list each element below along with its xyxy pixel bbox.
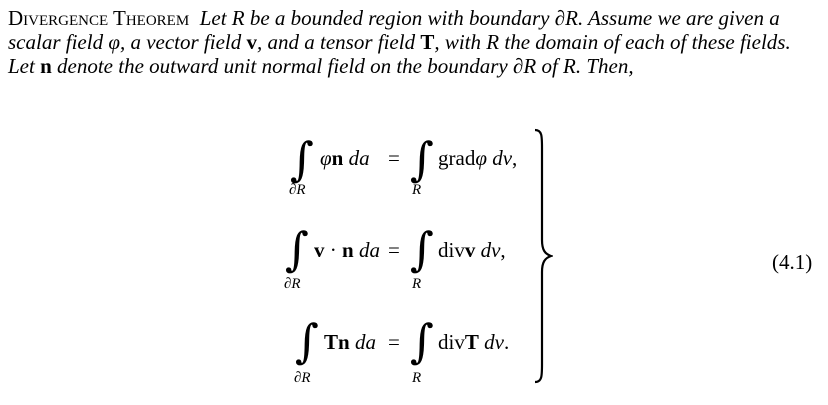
rhs-term: φ (475, 146, 487, 170)
text: be a bounded region with boundary (244, 6, 555, 30)
rhs-term: v (464, 238, 476, 262)
lhs-term: φ (320, 146, 332, 170)
equation-lhs (324, 330, 376, 354)
integral-subscript: ∂R (294, 370, 311, 386)
text: . Then, (575, 54, 634, 78)
rhs-term: div (438, 330, 465, 354)
lhs-term: v (314, 238, 325, 262)
integral-subscript: ∂R (289, 182, 306, 198)
lhs-term: da (353, 238, 380, 262)
integral-subscript: R (412, 182, 422, 198)
symbol-boundary: ∂R (512, 54, 537, 78)
equation-number: (4.1) (772, 250, 813, 274)
rhs-term: dv (475, 238, 501, 262)
rhs-term: , (512, 146, 518, 170)
lhs-term: · (324, 238, 342, 262)
integral-subscript: ∂R (284, 276, 301, 292)
integral-subscript: R (412, 276, 422, 292)
integral-sign: ∫ (295, 314, 319, 368)
text: Let (199, 6, 232, 30)
rhs-term: . (503, 330, 510, 354)
text: , and a tensor field (257, 30, 421, 54)
rhs-term: div (438, 238, 465, 262)
lhs-term: n (342, 238, 354, 262)
right-brace (533, 128, 553, 384)
equation-rhs (438, 330, 509, 354)
symbol-R: R (486, 30, 500, 54)
equals-sign: = (388, 146, 400, 170)
equals-sign: = (388, 330, 400, 354)
lhs-term: Tn (324, 330, 350, 354)
integral-sign: ∫ (290, 132, 314, 186)
rhs-term: dv (486, 146, 513, 170)
text: . Assume we are given a scalar field (8, 6, 780, 54)
symbol-phi: φ (108, 30, 120, 54)
text: of (536, 54, 564, 78)
equation-lhs (320, 146, 370, 170)
rhs-term: T (464, 330, 479, 354)
symbol-R: R (231, 6, 245, 30)
symbol-boundary: ∂R (554, 6, 578, 30)
lhs-term: da (349, 330, 376, 354)
rhs-term: dv (478, 330, 504, 354)
equation-lhs (314, 238, 380, 262)
integral-sign: ∫ (410, 222, 434, 276)
text: the domain of each of these fields. Let (8, 30, 791, 78)
integral-subscript: R (412, 370, 422, 386)
equation-rhs (438, 238, 506, 262)
symbol-R: R (563, 54, 576, 78)
symbol-T: T (420, 30, 435, 54)
text: , a vector field (119, 30, 247, 54)
theorem-name: Divergence Theorem (8, 6, 190, 30)
integral-sign: ∫ (285, 222, 309, 276)
text: denote the outward unit normal field on the boundary (51, 54, 513, 78)
theorem-paragraph (8, 6, 822, 78)
symbol-n: n (40, 54, 52, 78)
rhs-term: , (500, 238, 506, 262)
equation-rhs (438, 146, 517, 170)
integral-sign: ∫ (410, 132, 434, 186)
equals-sign: = (388, 238, 400, 262)
integral-sign: ∫ (410, 314, 434, 368)
rhs-term: grad (438, 146, 476, 170)
text: , with (434, 30, 487, 54)
symbol-v: v (246, 30, 257, 54)
lhs-term: n (331, 146, 344, 170)
lhs-term: da (343, 146, 370, 170)
